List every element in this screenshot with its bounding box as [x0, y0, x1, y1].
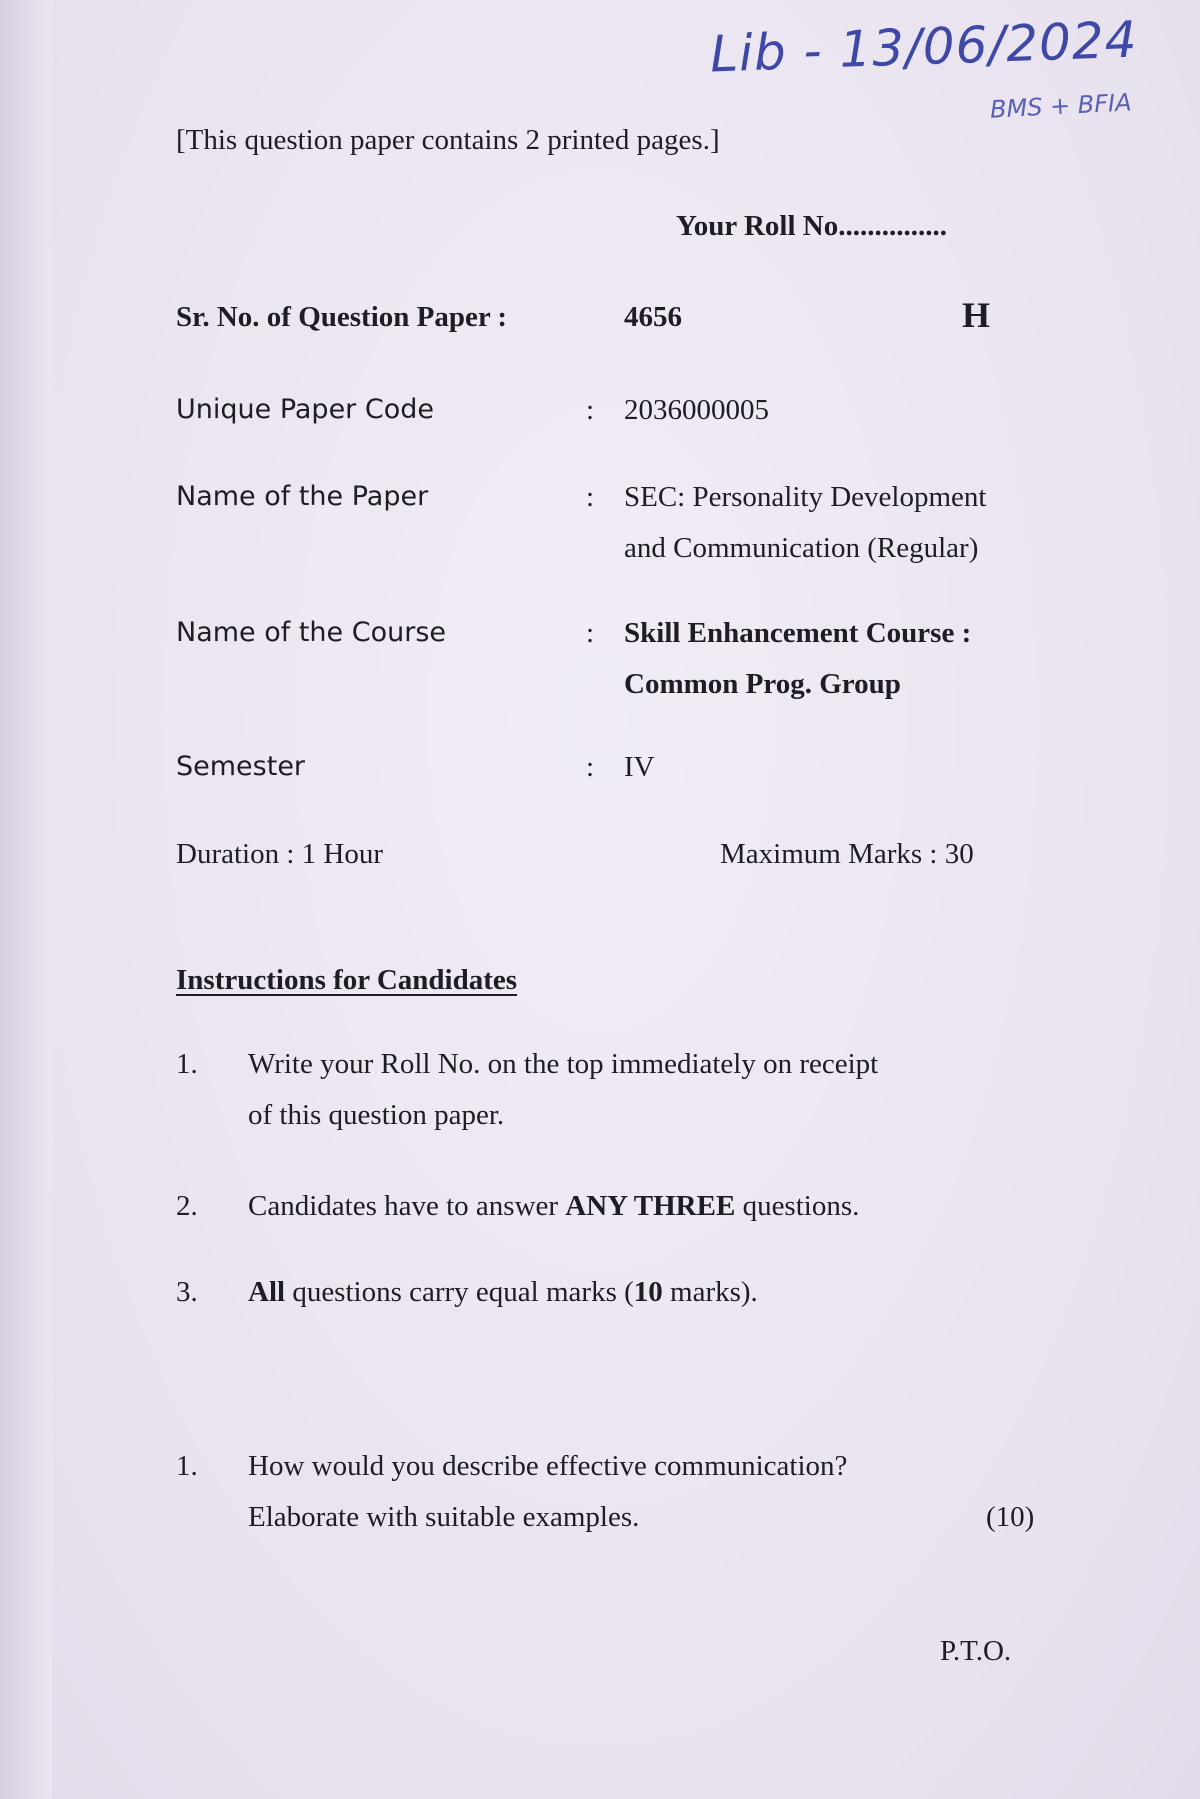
handwritten-library-note: Lib - 13/06/2024 — [709, 10, 1139, 84]
scan-edge — [0, 0, 52, 1799]
instruction-1-line2: of this question paper. — [248, 1099, 505, 1131]
instruction-3-emphasis-all: All — [248, 1276, 286, 1308]
paper-name-label: Name of the Paper — [176, 481, 429, 512]
instruction-3-text: questions carry equal marks ( — [285, 1276, 634, 1308]
instruction-number: 1. — [176, 1048, 198, 1080]
question-1-line2: Elaborate with suitable examples. — [248, 1501, 640, 1533]
set-code: H — [962, 295, 991, 335]
semester-label: Semester — [176, 751, 306, 782]
instruction-1-line1: Write your Roll No. on the top immediately on receipt — [248, 1048, 879, 1080]
maximum-marks: Maximum Marks : 30 — [720, 838, 974, 870]
sr-no-label: Sr. No. of Question Paper : — [176, 301, 508, 333]
instruction-number: 3. — [176, 1276, 198, 1308]
unique-code-value: 2036000005 — [624, 394, 769, 426]
pages-note: [This question paper contains 2 printed pages.] — [176, 124, 720, 156]
instruction-3 — [248, 1276, 758, 1309]
roll-number-line: Your Roll No............... — [676, 210, 947, 242]
course-name-line2: Common Prog. Group — [624, 668, 901, 700]
course-name-label: Name of the Course — [176, 617, 446, 648]
instruction-2-text: Candidates have to answer — [248, 1190, 566, 1222]
paper-name-line1: SEC: Personality Development — [624, 481, 987, 513]
handwritten-program-note: BMS + BFIA — [989, 88, 1133, 124]
question-1-line1: How would you describe effective communication? — [248, 1450, 848, 1482]
colon: : — [586, 751, 595, 783]
instruction-2-emphasis: ANY THREE — [565, 1190, 736, 1222]
colon: : — [586, 394, 595, 426]
instruction-number: 2. — [176, 1190, 198, 1222]
instructions-heading: Instructions for Candidates — [176, 964, 518, 996]
instruction-2-end: questions. — [735, 1190, 860, 1222]
unique-code-label: Unique Paper Code — [176, 394, 434, 425]
sr-no-value: 4656 — [624, 301, 682, 333]
colon: : — [586, 617, 595, 649]
semester-value: IV — [624, 751, 655, 783]
duration: Duration : 1 Hour — [176, 838, 383, 870]
paper-name-line2: and Communication (Regular) — [624, 532, 979, 564]
course-name-line1: Skill Enhancement Course : — [624, 617, 972, 649]
question-1-marks: (10) — [986, 1501, 1035, 1533]
please-turn-over: P.T.O. — [940, 1635, 1012, 1667]
instruction-2 — [248, 1190, 859, 1223]
instruction-3-emphasis-marks: 10 — [633, 1276, 663, 1308]
colon: : — [586, 481, 595, 513]
question-number: 1. — [176, 1450, 198, 1482]
instruction-3-end: marks). — [662, 1276, 758, 1308]
